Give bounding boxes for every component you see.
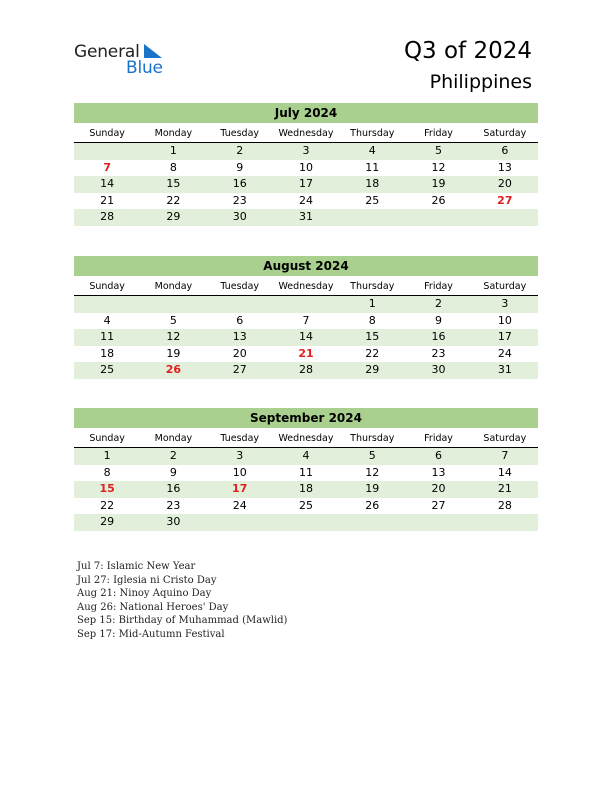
day-cell: 14 [298, 330, 313, 343]
day-cell: 26 [431, 193, 446, 207]
weekday-label: Saturday [483, 433, 527, 444]
page-title: Q3 of 2024 [403, 38, 532, 64]
day-cell: 22 [365, 346, 380, 360]
day-cell: 26 [365, 498, 380, 512]
day-cell: 20 [232, 346, 247, 360]
day-cell: 9 [236, 160, 244, 174]
week-row [74, 313, 538, 330]
holiday-note: Jul 7: Islamic New Year [77, 561, 196, 572]
month-title: July 2024 [74, 103, 538, 123]
week-row [74, 465, 538, 482]
day-cell: 12 [365, 465, 380, 479]
day-cell: 15 [365, 330, 380, 343]
day-cell: 28 [298, 363, 313, 376]
day-cell: 27 [431, 498, 446, 512]
day-cell: 13 [497, 160, 512, 174]
day-cell: 27 [497, 193, 513, 207]
day-cell: 3 [236, 449, 244, 462]
day-cell: 2 [236, 144, 244, 157]
holiday-note: Aug 21: Ninoy Aquino Day [77, 588, 212, 599]
logo-text-blue: Blue [126, 58, 163, 78]
day-cell: 12 [166, 330, 181, 343]
weekday-label: Monday [154, 433, 193, 444]
weekday-label: Wednesday [278, 128, 334, 139]
day-cell: 5 [435, 144, 443, 157]
day-cell: 4 [368, 144, 376, 157]
day-cell: 14 [497, 465, 512, 479]
weekday-header-row [74, 431, 538, 448]
day-cell: 2 [435, 297, 443, 310]
day-cell: 12 [431, 160, 446, 174]
day-cell: 24 [298, 193, 313, 207]
weekday-label: Saturday [483, 281, 527, 292]
day-cell [273, 296, 339, 313]
day-cell: 10 [232, 465, 247, 479]
day-cell: 3 [501, 297, 509, 310]
day-cell: 21 [100, 193, 115, 207]
day-cell: 8 [368, 313, 376, 327]
day-cell [339, 514, 405, 531]
day-cell: 17 [232, 482, 248, 495]
day-cell: 13 [431, 465, 446, 479]
weekday-label: Sunday [89, 128, 125, 139]
day-cell: 28 [100, 210, 115, 223]
week-row [74, 209, 538, 226]
weekday-label: Wednesday [278, 433, 334, 444]
day-cell [273, 514, 339, 531]
day-cell [140, 296, 206, 313]
week-row [74, 160, 538, 177]
day-cell: 7 [103, 160, 111, 174]
day-cell [339, 209, 405, 226]
day-cell: 6 [435, 449, 443, 462]
day-cell: 4 [103, 313, 111, 327]
day-cell [405, 514, 471, 531]
weekday-label: Sunday [89, 281, 125, 292]
week-row [74, 329, 538, 346]
day-cell: 1 [103, 449, 111, 462]
day-cell: 25 [365, 193, 380, 207]
day-cell: 5 [368, 449, 376, 462]
day-cell: 16 [166, 482, 181, 495]
day-cell [74, 296, 140, 313]
weekday-label: Friday [424, 433, 453, 444]
month-calendar-july [74, 103, 538, 226]
week-row [74, 176, 538, 193]
month-title: September 2024 [74, 408, 538, 428]
day-cell: 22 [166, 193, 181, 207]
day-cell: 17 [497, 330, 512, 343]
day-cell: 28 [497, 498, 512, 512]
weekday-label: Sunday [89, 433, 125, 444]
day-cell: 20 [497, 177, 512, 190]
day-cell: 1 [368, 297, 376, 310]
weekday-label: Tuesday [220, 281, 260, 292]
day-cell: 24 [232, 498, 247, 512]
day-cell: 7 [501, 449, 509, 462]
weekday-label: Friday [424, 281, 453, 292]
month-calendar-september [74, 408, 538, 531]
day-cell: 7 [302, 313, 310, 327]
week-row [74, 448, 538, 465]
day-cell: 23 [232, 193, 247, 207]
day-cell: 19 [166, 346, 181, 360]
day-cell: 18 [365, 177, 380, 190]
weekday-header-row [74, 126, 538, 143]
day-cell: 11 [365, 160, 380, 174]
day-cell: 13 [232, 330, 247, 343]
day-cell [207, 514, 273, 531]
holiday-notes [77, 560, 287, 641]
weekday-label: Thursday [350, 433, 395, 444]
week-row [74, 143, 538, 160]
day-cell [207, 296, 273, 313]
weekday-header-row [74, 279, 538, 296]
day-cell: 14 [100, 177, 115, 190]
day-cell: 6 [501, 144, 509, 157]
week-row [74, 193, 538, 210]
day-cell [472, 514, 538, 531]
day-cell: 6 [236, 313, 244, 327]
day-cell: 5 [169, 313, 177, 327]
weekday-label: Wednesday [278, 281, 334, 292]
day-cell: 18 [100, 346, 115, 360]
day-cell: 8 [103, 465, 111, 479]
day-cell: 25 [100, 363, 115, 376]
weekday-label: Tuesday [220, 433, 260, 444]
day-cell: 10 [497, 313, 512, 327]
day-cell: 11 [100, 330, 115, 343]
day-cell: 30 [232, 210, 247, 223]
weekday-label: Friday [424, 128, 453, 139]
weekday-label: Thursday [350, 281, 395, 292]
day-cell: 30 [166, 515, 181, 528]
day-cell: 29 [166, 210, 181, 223]
day-cell: 9 [435, 313, 443, 327]
day-cell: 1 [169, 144, 177, 157]
day-cell: 2 [169, 449, 177, 462]
day-cell: 9 [169, 465, 177, 479]
generalblue-logo [74, 42, 174, 78]
day-cell: 15 [99, 482, 115, 495]
day-cell [405, 209, 471, 226]
week-row [74, 514, 538, 531]
weekday-label: Thursday [350, 128, 395, 139]
holiday-note: Jul 27: Iglesia ni Cristo Day [77, 574, 217, 586]
week-row [74, 296, 538, 313]
country-subtitle: Philippines [429, 71, 532, 93]
day-cell: 24 [497, 346, 512, 360]
holiday-note: Sep 15: Birthday of Muhammad (Mawlid) [77, 615, 288, 626]
week-row [74, 498, 538, 515]
day-cell: 3 [302, 144, 310, 157]
weekday-label: Tuesday [220, 128, 260, 139]
day-cell [74, 143, 140, 160]
day-cell: 18 [298, 482, 313, 495]
day-cell: 19 [431, 177, 446, 190]
day-cell: 16 [431, 330, 446, 343]
logo-text-general: General [74, 42, 140, 62]
day-cell: 26 [165, 363, 182, 376]
day-cell: 17 [298, 177, 313, 190]
day-cell: 15 [166, 177, 181, 190]
day-cell: 30 [431, 363, 446, 376]
holiday-note: Sep 17: Mid-Autumn Festival [77, 628, 225, 640]
logo-flag-icon [144, 44, 162, 60]
weekday-label: Saturday [483, 128, 527, 139]
day-cell: 19 [365, 482, 380, 495]
week-row [74, 362, 538, 379]
day-cell: 10 [298, 160, 313, 174]
day-cell [472, 209, 538, 226]
day-cell: 29 [100, 515, 115, 528]
day-cell: 29 [365, 363, 380, 376]
day-cell: 22 [100, 498, 115, 512]
day-cell: 27 [232, 363, 247, 376]
day-cell: 20 [431, 482, 446, 495]
day-cell: 16 [232, 177, 247, 190]
week-row [74, 481, 538, 498]
holiday-note: Aug 26: National Heroes' Day [77, 601, 229, 613]
day-cell: 4 [302, 449, 310, 462]
day-cell: 11 [298, 465, 313, 479]
day-cell: 8 [169, 160, 177, 174]
day-cell: 31 [497, 363, 512, 376]
month-title: August 2024 [74, 256, 538, 276]
day-cell: 23 [431, 346, 446, 360]
day-cell: 21 [497, 482, 512, 495]
weekday-label: Monday [154, 128, 193, 139]
week-row [74, 346, 538, 363]
day-cell: 31 [298, 210, 313, 223]
day-cell: 23 [166, 498, 181, 512]
day-cell: 21 [298, 346, 314, 360]
day-cell: 25 [298, 498, 313, 512]
weekday-label: Monday [154, 281, 193, 292]
month-calendar-august [74, 256, 538, 379]
